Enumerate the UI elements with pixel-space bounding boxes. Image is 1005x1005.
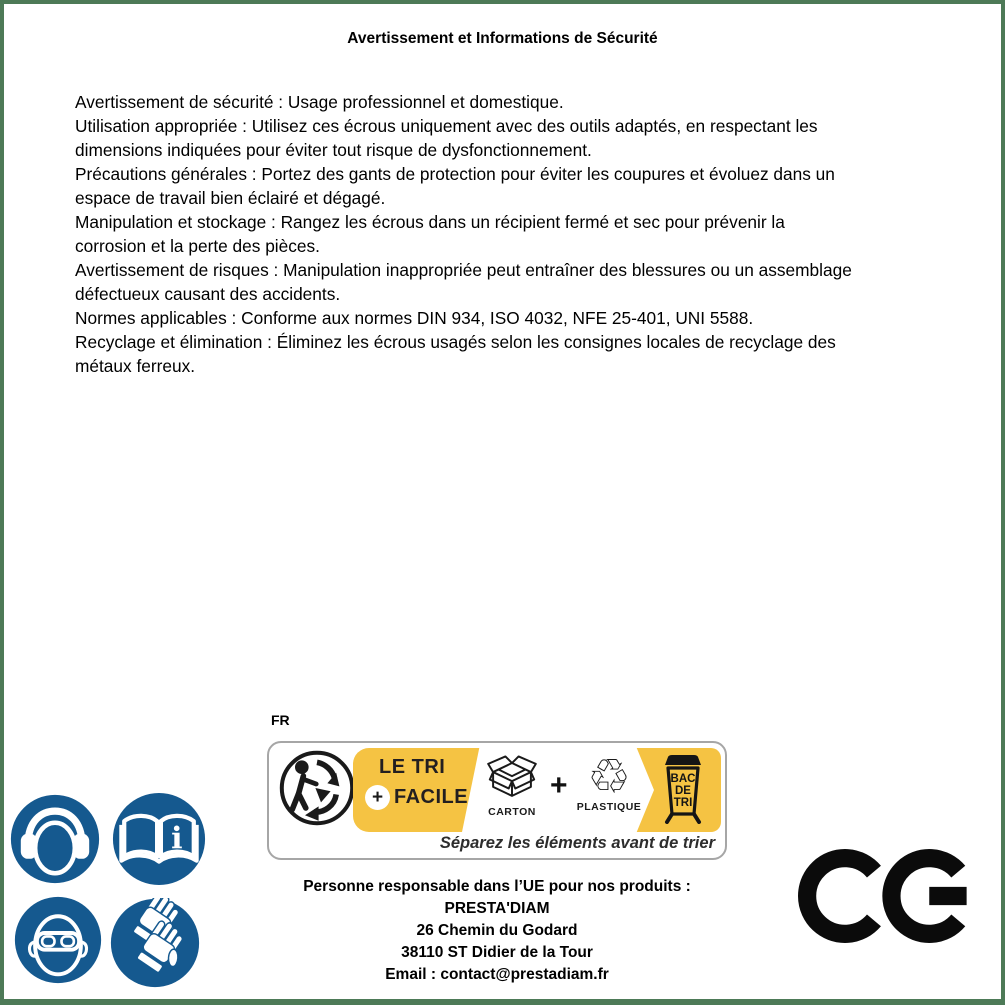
bin-text-de: DE xyxy=(675,785,691,797)
safety-text-line: Normes applicables : Conforme aux normes DIN 934, ISO 4032, NFE 25-401, UNI 5588. xyxy=(75,308,754,328)
company-name: PRESTA'DIAM xyxy=(444,900,550,917)
safety-text-block xyxy=(75,90,983,378)
manual-info-letter: i xyxy=(171,821,183,857)
wear-eye-protection-icon xyxy=(14,896,102,984)
headline-le-tri: LE TRI xyxy=(379,756,446,778)
headline-facile: FACILE xyxy=(394,786,469,808)
bin-text-tri: TRI xyxy=(673,797,693,809)
triman-logo-icon xyxy=(277,748,357,828)
responsible-person-block xyxy=(254,876,740,986)
city-address: 38110 ST Didier de la Tour xyxy=(401,944,593,961)
safety-text-line: Manipulation et stockage : Rangez les écrous dans un récipient fermé et sec pour prévenir la xyxy=(75,212,785,232)
read-instruction-manual-icon xyxy=(112,792,206,886)
email-line: Email : contact@prestadiam.fr xyxy=(385,966,609,983)
plastique-label: PLASTIQUE xyxy=(576,801,642,813)
responsible-line: Personne responsable dans l’UE pour nos produits : xyxy=(303,878,691,895)
le-tri-facile-headline xyxy=(365,756,468,810)
safety-text-line: Recyclage et élimination : Éliminez les écrous usagés selon les consignes locales de recyclage des xyxy=(75,332,836,352)
safety-text-line: espace de travail bien éclairé et dégagé. xyxy=(75,188,386,208)
safety-text-line: Utilisation appropriée : Utilisez ces écrous uniquement avec des outils adaptés, en respectant les xyxy=(75,116,818,136)
safety-text-line: Précautions générales : Portez des gants de protection pour éviter les coupures et évoluez dans un xyxy=(75,164,835,184)
sorting-bin-icon xyxy=(659,752,707,824)
bin-text-bac: BAC xyxy=(670,773,696,785)
materials-plus-sign: + xyxy=(550,769,568,802)
page-title: Avertissement et Informations de Sécurité xyxy=(347,30,658,47)
material-carton xyxy=(475,754,549,818)
wear-ear-protection-icon xyxy=(10,794,100,884)
country-code-label: FR xyxy=(271,712,290,728)
safety-text-line: métaux ferreux. xyxy=(75,356,196,376)
safety-text-line: dimensions indiquées pour éviter tout risque de dysfonctionnement. xyxy=(75,140,592,160)
safety-text-line: défectueux causant des accidents. xyxy=(75,284,341,304)
safety-text-line: Avertissement de sécurité : Usage professionnel et domestique. xyxy=(75,92,564,112)
recycling-triangle-icon: ♲ xyxy=(587,749,631,805)
carton-label: CARTON xyxy=(488,806,536,818)
ce-marking-icon xyxy=(797,846,981,946)
safety-text-line: corrosion et la perte des pièces. xyxy=(75,236,320,256)
safety-text-line: Avertissement de risques : Manipulation inappropriée peut entraîner des blessures ou un assemblage xyxy=(75,260,852,280)
material-plastique xyxy=(571,749,647,813)
banner-caption: Séparez les éléments avant de trier xyxy=(439,834,715,852)
street-address: 26 Chemin du Godard xyxy=(416,922,578,939)
info-tri-banner xyxy=(267,741,727,860)
wear-protective-gloves-icon xyxy=(110,898,200,988)
carton-box-icon xyxy=(483,754,541,800)
plus-circle-icon: + xyxy=(365,785,390,810)
